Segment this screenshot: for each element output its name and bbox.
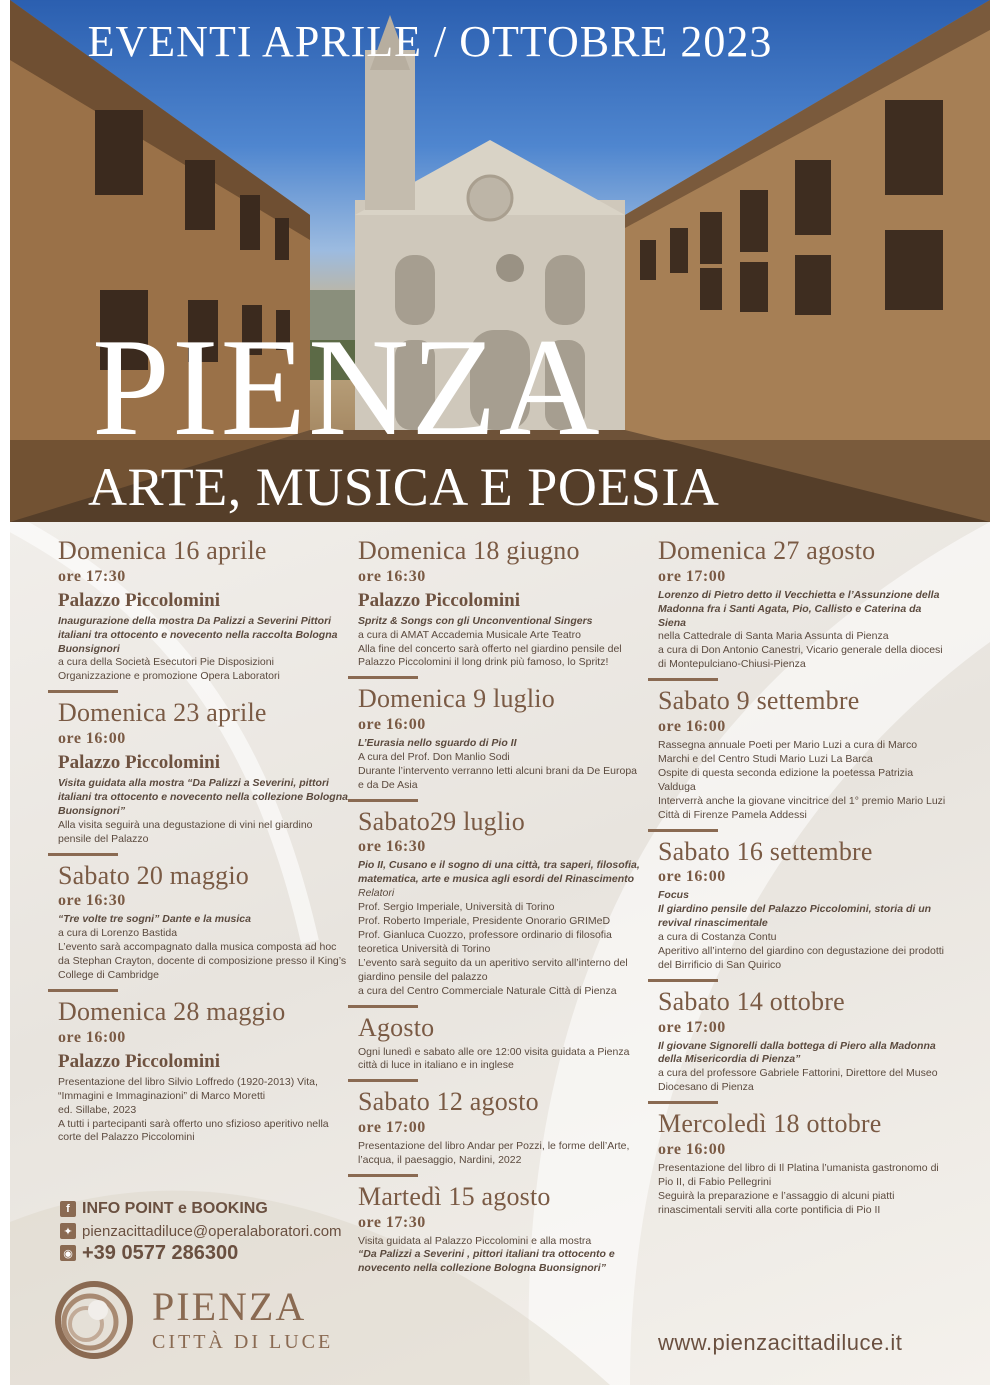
divider-rule bbox=[48, 853, 118, 856]
event-time: ore 16:30 bbox=[58, 892, 126, 910]
event-27-agosto bbox=[648, 537, 948, 672]
divider-rule bbox=[348, 799, 418, 802]
event-12-agosto bbox=[348, 1088, 643, 1168]
event-date: Sabato 12 agosto bbox=[358, 1087, 539, 1117]
event-time: ore 16:00 bbox=[658, 868, 726, 886]
info-point bbox=[60, 1198, 342, 1264]
event-time: ore 17:00 bbox=[658, 1018, 726, 1036]
event-date: Domenica 27 agosto bbox=[658, 536, 876, 565]
email-row bbox=[60, 1220, 342, 1242]
pienza-logo bbox=[50, 1280, 333, 1360]
divider-rule bbox=[48, 690, 118, 693]
event-description: Visita guidata al Palazzo Piccolomini e alla mostra “Da Palizzi a Severini , pittori italiani tra ottocento e novecento nella collezione Bologna Buonsignori” bbox=[358, 1234, 615, 1275]
event-place: Palazzo Piccolomini bbox=[58, 751, 220, 773]
event-20-maggio bbox=[48, 862, 348, 983]
event-date: Sabato 14 ottobre bbox=[658, 986, 845, 1016]
hero-photo bbox=[10, 0, 990, 522]
event-description: Presentazione del libro Andar per Pozzi, le forme dell’Arte, l’acqua, il paesaggio, Nardini, 2022 bbox=[358, 1140, 630, 1166]
events-column-1 bbox=[48, 537, 348, 1145]
event-date: Domenica 16 aprile bbox=[58, 536, 267, 565]
divider-rule bbox=[648, 1101, 718, 1104]
email-link[interactable]: pienzacittadiluce@operalaboratori.com bbox=[82, 1222, 342, 1240]
info-label: INFO POINT e BOOKING bbox=[82, 1200, 268, 1217]
event-time: ore 16:30 bbox=[358, 567, 426, 585]
event-15-agosto bbox=[348, 1183, 643, 1276]
event-date: Mercoledì 18 ottobre bbox=[658, 1109, 882, 1139]
poster-subtitle: ARTE, MUSICA E POESIA bbox=[88, 457, 720, 517]
events-column-2 bbox=[348, 537, 643, 1276]
event-description: Inaugurazione della mostra Da Palizzi a Severini Pittori italiani tra ottocento e novecento nella raccolta Bologna Buonsignori a cura della Società Esecutori Pie Disposizioni Organizzazione e promozione Opera Laboratori bbox=[58, 614, 338, 683]
event-29-luglio bbox=[348, 808, 643, 999]
event-time: ore 17:00 bbox=[358, 1119, 426, 1137]
instagram-icon[interactable]: ◉ bbox=[60, 1245, 76, 1261]
event-description: “Tre volte tre sogni” Dante e la musica a cura di Lorenzo Bastida L’evento sarà accompagnato dalla musica composta ad hoc da Stephan Crayton, docente di composizione presso il King’s College di Cambridge bbox=[58, 913, 347, 982]
event-description: L’Eurasia nello sguardo di Pio II A cura del Prof. Don Manlio Sodi Durante l’intervento verranno letti alcuni brani da De Europa e da De Asia bbox=[358, 737, 637, 791]
event-14-ottobre bbox=[648, 988, 948, 1095]
website-link[interactable]: www.pienzacittadiluce.it bbox=[658, 1330, 903, 1355]
divider-rule bbox=[348, 1005, 418, 1008]
divider-rule bbox=[348, 1079, 418, 1082]
event-time: ore 16:30 bbox=[358, 838, 426, 856]
phone-number[interactable]: +39 0577 286300 bbox=[82, 1241, 239, 1264]
event-date: Domenica 23 aprile bbox=[58, 698, 267, 728]
event-date: Sabato 16 settembre bbox=[658, 836, 873, 866]
event-time: ore 16:00 bbox=[58, 1028, 126, 1046]
event-time: ore 16:00 bbox=[358, 716, 426, 733]
event-description: Focus Il giardino pensile del Palazzo Piccolomini, storia di un revival rinascimentale a cura di Costanza Contu Aperitivo all’interno del giardino con degustazione dei prodotti del Birrificio di San Quirico bbox=[658, 889, 945, 971]
phone-row bbox=[60, 1242, 342, 1264]
event-date: Domenica 18 giugno bbox=[358, 536, 580, 565]
event-time: ore 17:30 bbox=[58, 567, 126, 585]
event-time: ore 16:00 bbox=[58, 729, 126, 747]
divider-rule bbox=[348, 1174, 418, 1177]
event-description: Presentazione del libro Silvio Loffredo (1920-2013) Vita, “Immagini e Immaginazioni” di Marco Moretti ed. Sillabe, 2023 A tutti i partecipanti sarà offerto uno sfizioso aperitivo nella corte del Palazzo Piccolomini bbox=[58, 1075, 329, 1144]
divider-rule bbox=[48, 989, 118, 992]
event-23-aprile bbox=[48, 699, 348, 846]
event-time: ore 17:00 bbox=[658, 567, 726, 585]
event-date: Agosto bbox=[358, 1012, 435, 1042]
facebook-icon[interactable]: f bbox=[60, 1201, 76, 1217]
event-16-settembre bbox=[648, 838, 948, 973]
events-column-3 bbox=[648, 537, 948, 1218]
event-place: Palazzo Piccolomini bbox=[58, 589, 220, 611]
event-date: Sabato 9 settembre bbox=[658, 686, 860, 716]
event-date: Sabato 20 maggio bbox=[58, 860, 249, 890]
event-date: Domenica 28 maggio bbox=[58, 997, 286, 1027]
event-16-aprile bbox=[48, 537, 348, 684]
event-time: ore 16:00 bbox=[658, 717, 726, 735]
info-booking-row bbox=[60, 1198, 342, 1220]
event-date: Sabato29 luglio bbox=[358, 806, 525, 836]
event-description: Presentazione del libro di Il Platina l’umanista gastronomo di Pio II, di Fabio Pellegrini Seguirà la preparazione e l’assaggio di alcuni piatti rinascimentali serviti alla corte pontificia di Pio II bbox=[658, 1161, 939, 1216]
event-description: Pio II, Cusano e il sogno di una città, tra saperi, filosofia, matematica, arte e musica agli esordi del Rinascimento Relatori Prof. Sergio Imperiale, Università di Torino Prof. Roberto Imperiale, Presidente Onorario GRIMeD Prof. Gianluca Cuozzo, professore ordinario di filosofia teoretica Università di Torino L’evento sarà seguito da un aperitivo servito all’interno del giardino pensile del palazzo a cura del Centro Commerciale Naturale Città di Pienza bbox=[358, 859, 640, 997]
pienza-title: PIENZA bbox=[92, 310, 602, 465]
event-28-maggio bbox=[48, 998, 348, 1145]
divider-rule bbox=[648, 979, 718, 982]
event-description: Rassegna annuale Poeti per Mario Luzi a cura di Marco Marchi e del Centro Studi Mario Luzi La Barca Ospite di questa seconda edizione la poetessa Patrizia Valduga Interverrà anche la giovane vincitrice del 1° premio Mario Luzi Città di Firenze Pamela Addessi bbox=[658, 738, 946, 821]
event-9-luglio bbox=[348, 685, 643, 792]
event-place: Palazzo Piccolomini bbox=[58, 1050, 220, 1072]
event-description: Visita guidata alla mostra “Da Palizzi a Severini, pittori italiani tra ottocento e novecento nella collezione Bologna Buonsignori” Alla visita seguirà una degustazione di vini nel giardino pensile del Palazzo bbox=[58, 776, 348, 845]
event-time: ore 17:30 bbox=[358, 1213, 426, 1231]
event-period-title: EVENTI APRILE / OTTOBRE 2023 bbox=[87, 17, 773, 66]
event-description: Ogni lunedì e sabato alle ore 12:00 visita guidata a Pienza città di luce in italiano e in inglese bbox=[358, 1045, 630, 1072]
event-time: ore 16:00 bbox=[658, 1140, 726, 1158]
event-date: Domenica 9 luglio bbox=[358, 684, 555, 714]
divider-rule bbox=[648, 829, 718, 832]
event-18-giugno bbox=[348, 537, 643, 670]
event-agosto bbox=[348, 1014, 643, 1074]
event-description: Il giovane Signorelli dalla bottega di Piero alla Madonna della Misericordia di Pienza” a cura del professore Gabriele Fattorini, Direttore del Museo Diocesano di Pienza bbox=[658, 1039, 938, 1094]
twitter-icon[interactable]: ✦ bbox=[60, 1223, 76, 1239]
logo-title: PIENZA bbox=[152, 1283, 307, 1329]
event-18-ottobre bbox=[648, 1110, 948, 1217]
logo-emblem-icon bbox=[50, 1280, 138, 1360]
divider-rule bbox=[348, 676, 418, 679]
event-9-settembre bbox=[648, 687, 948, 822]
event-date: Martedì 15 agosto bbox=[358, 1181, 551, 1211]
logo-subtitle: CITTÀ DI LUCE bbox=[152, 1330, 334, 1353]
event-description: Spritz & Songs con gli Unconventional Singers a cura di AMAT Accademia Musicale Arte Teatro Alla fine del concerto sarà offerto nel giardino pensile del Palazzo Piccolomini il long drink più famoso, lo Spritz! bbox=[358, 614, 622, 669]
event-place: Palazzo Piccolomini bbox=[358, 589, 520, 611]
event-description: Lorenzo di Pietro detto il Vecchietta e l’Assunzione della Madonna fra i Santi Agata, Pio, Callisto e Caterina da Siena nella Cattedrale di Santa Maria Assunta di Pienza a cura di Don Antonio Canestri, Vicario generale della diocesi di Montepulciano-Chiusi-Pienza bbox=[658, 588, 943, 671]
divider-rule bbox=[648, 678, 718, 681]
